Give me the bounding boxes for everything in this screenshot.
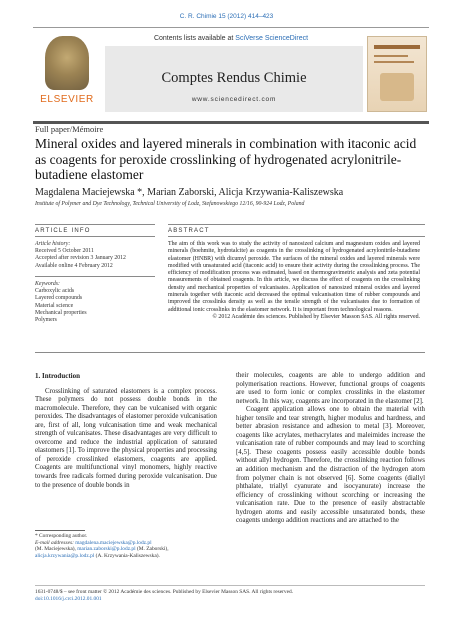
- history-online: Available online 4 February 2012: [35, 262, 113, 269]
- keyword: Material science: [35, 302, 74, 309]
- journal-cover-image: [367, 36, 427, 112]
- email-owner: (M. Zaborski),: [135, 546, 169, 553]
- keyword: Polymers: [35, 317, 57, 324]
- keyword: Layered compounds: [35, 295, 83, 302]
- section-heading-introduction: 1. Introduction: [35, 372, 80, 380]
- doi-link[interactable]: doi:10.1016/j.crci.2012.01.001: [35, 595, 102, 602]
- article-title: Mineral oxides and layered minerals in combination with itaconic acid as coagents for peroxide crosslinking of hydrogenated acrylonitrile-butadiene elastomer: [35, 136, 417, 182]
- divider: [35, 276, 155, 277]
- paragraph: their molecules, coagents are able to undergo addition and polymerisation reactions. However, functional groups of coagents are used to form ionic or complex crosslinks in the elastomer network. In this way, coagents are incorporated in the elastomer [2].: [236, 372, 425, 405]
- abstract-heading: ABSTRACT: [168, 228, 210, 234]
- keywords-label: Keywords:: [35, 281, 60, 287]
- elsevier-tree-icon: [45, 36, 89, 90]
- journal-url[interactable]: www.sciencedirect.com: [191, 96, 277, 103]
- bottom-divider: [35, 585, 425, 586]
- email-label: E-mail addresses:: [35, 539, 76, 546]
- journal-reference[interactable]: C. R. Chimie 15 (2012) 414–423: [179, 13, 274, 20]
- email-link[interactable]: magdalena.maciejewska@p.lodz.pl: [75, 539, 152, 546]
- history-received: Received 5 October 2011: [35, 248, 94, 255]
- abstract-text: The aim of this work was to study the activity of nanosized calcium and magnesium oxides and layered minerals (boehmite, hydrotalcite) as coagents in the crosslinking of hydrogenated acrylonitrile-butadiene elastomer (HNBR) with dicumyl peroxide. The surfaces of the mineral oxides and layered minerals were modified with unsaturated acid (itaconic acid) to ensure their activity during the crosslinking process. The efficiency of modification process was estimated, based on thermogravimetric analysis and zeta potential measurements of obtained coagents. In this article, we discuss the effect of coagents on the crosslinking density and mechanical properties of vulcanisates. Application of nanosized mineral oxides and layered minerals together with itaconic acid decreased the optimal vulcanisation time of rubber compounds and improved the crosslinks density as well as the tensile strength of the vulcanisates due to formation of additional ionic crosslinks in the elastomer network. It is important from technological reasons.: [168, 241, 420, 313]
- history-accepted: Accepted after revision 3 January 2012: [35, 255, 126, 262]
- elsevier-logo[interactable]: [35, 34, 97, 106]
- paragraph: Coagent application allows one to obtain the material with higher tensile and tear strength, higher modulus and hardness, and better abrasion resistance and adhesion to metal [3]. Moreover, coagents like acrylates, methacrylates and maleimides increase the vulcanisation rate of rubber compounds and may lead to scorching [4,5]. These coagents possess easily accessible double bonds without allyl hydrogen. Therefore, the crosslinking reaction follows an addition mechanism and the distraction of the hydrogen atom from polymer chain is not observed [6]. Some coagents (diallyl phthalate, triallyl cyanurate and isocyanurate) increase the efficiency of crosslinking without scorching or increasing the vulcanisation rate. Due to the presence of easily abstractable hydrogen atoms and easily accessible unsaturated bonds, these coagents undergo addition reactions and are attached to the: [236, 406, 425, 525]
- copyright-line: © 2012 Académie des sciences. Published by Elsevier Masson SAS. All rights reserved.: [212, 313, 420, 320]
- article-history: [35, 241, 155, 270]
- author-affiliation: Institute of Polymer and Dye Technology, Technical University of Lodz, Stefanowskiego 12/16, 90-924 Lodz, Poland: [35, 201, 305, 207]
- front-matter-info: [35, 589, 293, 602]
- email-line-3: [35, 553, 220, 560]
- body-column-right: [236, 372, 425, 526]
- corresponding-author-note: * Corresponding author.: [35, 533, 88, 539]
- keyword: Carboxylic acids: [35, 288, 75, 295]
- article-info-heading: ARTICLE INFO: [35, 228, 91, 234]
- issn-line: 1631-0748/$ – see front matter © 2012 Académie des sciences. Published by Elsevier Masson SAS. All rights reserved.: [35, 589, 294, 595]
- email-owner: (A. Krzywania-Kaliszewska).: [94, 552, 160, 559]
- divider: [168, 236, 425, 237]
- contents-prefix: Contents lists available at: [153, 35, 236, 42]
- email-link[interactable]: marian.zaborski@p.lodz.pl: [77, 546, 136, 553]
- sciencedirect-link[interactable]: SciVerse ScienceDirect: [235, 35, 309, 42]
- journal-title: Comptes Rendus Chimie: [161, 70, 307, 86]
- footnote: [35, 533, 220, 559]
- body-column-left: [35, 372, 217, 490]
- email-owner: (M. Maciejewska),: [35, 546, 78, 553]
- section-label: Full paper/Mémoire: [35, 124, 104, 134]
- journal-masthead: [33, 27, 429, 124]
- divider: [35, 352, 425, 353]
- divider: [35, 224, 155, 225]
- keywords: [35, 281, 155, 324]
- email-line-2: [35, 546, 220, 553]
- publisher-name: ELSEVIER: [40, 94, 94, 105]
- keyword: Mechanical properties: [35, 309, 87, 316]
- paragraph: Crosslinking of saturated elastomers is a complex process. These polymers do not possess double bonds in the macromolecule. Therefore, they can be vulcanised with organic peroxides. The disadvantages of elastomer peroxide vulcanisation are, first of all, long vulcanisation time and weak mechanical strength of vulcanisates. These disadvantages are very difficult to overcome and reduce the industrial application of saturated elastomers [1]. To improve the physical properties and processing of peroxide crosslinked elastomers, coagents are applied. Coagents are multifunctional vinyl monomers, highly reactive towards free radicals formed during peroxide vulcanisation. Due to the presence of double bonds in: [35, 387, 217, 489]
- history-label: Article history:: [35, 241, 71, 247]
- article-authors: Magdalena Maciejewska *, Marian Zaborski, Alicja Krzywania-Kaliszewska: [35, 187, 344, 198]
- divider: [35, 236, 155, 237]
- footnote-rule: [35, 530, 85, 531]
- abstract-body: [168, 241, 420, 321]
- email-link[interactable]: alicja.krzywania@p.lodz.pl: [35, 552, 95, 559]
- divider: [168, 224, 425, 225]
